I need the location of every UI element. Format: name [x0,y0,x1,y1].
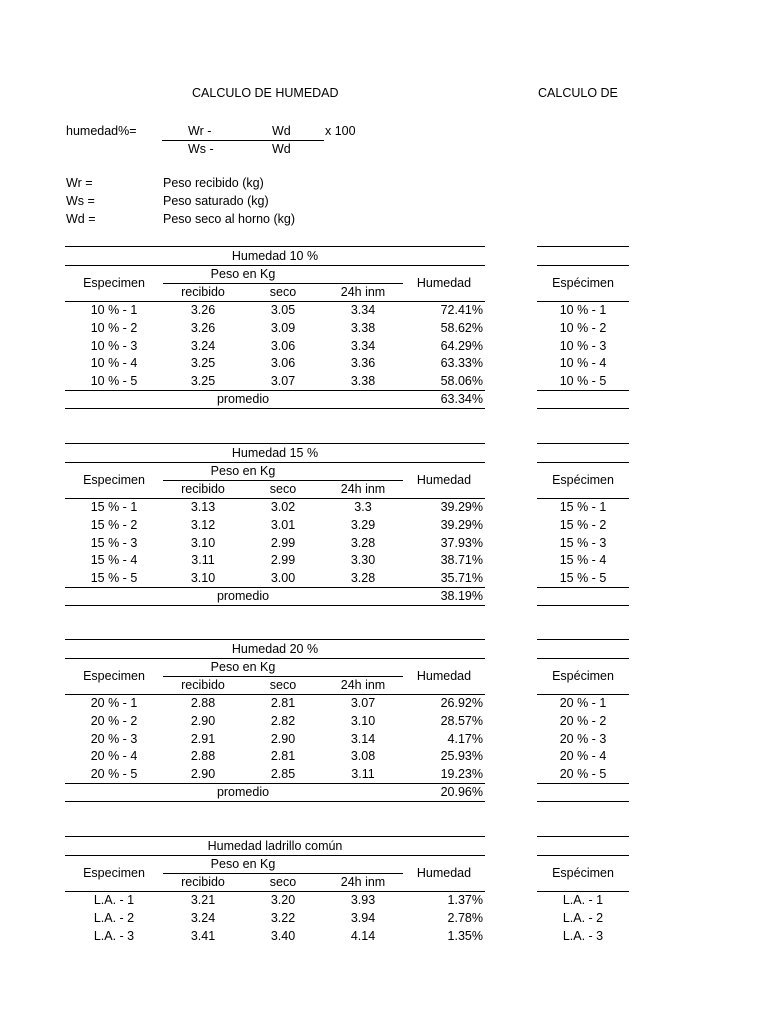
soaked-weight: 3.34 [350,339,376,353]
soaked-weight: 3.34 [350,303,376,317]
received-weight: 2.88 [190,749,216,763]
soaked-weight: 3.36 [350,356,376,370]
specimen-id: 15 % - 2 [559,518,607,532]
specimen-id: 20 % - 5 [559,767,607,781]
column-header-soaked: 24h inm [340,285,386,299]
table-rule [65,443,485,444]
table-rule [537,694,629,695]
received-weight: 2.88 [190,696,216,710]
dry-weight: 3.20 [270,893,296,907]
average-label: promedio [216,589,270,603]
humidity-value: 1.37% [447,893,483,907]
specimen-id: 10 % - 1 [559,303,607,317]
specimen-id: 10 % - 4 [559,356,607,370]
received-weight: 3.11 [191,553,215,567]
soaked-weight: 3.29 [350,518,376,532]
specimen-id: L.A. - 1 [93,893,135,907]
specimen-id: 10 % - 5 [559,374,607,388]
table-rule [537,783,629,784]
specimen-id: 10 % - 1 [90,303,138,317]
dry-weight: 2.82 [270,714,296,728]
received-weight: 3.24 [190,911,216,925]
table-rule [65,408,485,409]
humidity-value: 19.23% [440,767,483,781]
column-group-weight: Peso en Kg [210,267,276,281]
received-weight: 3.12 [190,518,216,532]
table-rule [65,462,485,463]
specimen-id: 15 % - 5 [90,571,138,585]
specimen-id: 20 % - 1 [559,696,607,710]
specimen-id: 10 % - 3 [90,339,138,353]
definition-meaning: Peso seco al horno (kg) [163,212,296,226]
column-header-dry: seco [269,875,297,889]
formula-denominator-b: Wd [272,142,291,156]
received-weight: 3.25 [190,374,216,388]
humidity-value: 4.17% [447,732,483,746]
table-rule [65,301,485,302]
soaked-weight: 3.3 [354,500,372,514]
soaked-weight: 3.11 [351,767,375,781]
formula-factor: x 100 [325,124,356,138]
soaked-weight: 3.08 [350,749,376,763]
specimen-id: L.A. - 2 [562,911,604,925]
table-rule [537,855,629,856]
specimen-id: 15 % - 4 [90,553,138,567]
column-header-soaked: 24h inm [340,482,386,496]
formula-numerator-a: Wr - [188,124,212,138]
table-rule [537,443,629,444]
received-weight: 3.24 [190,339,216,353]
soaked-weight: 4.14 [350,929,376,943]
page-title-right: CALCULO DE [538,86,618,100]
table-rule [537,265,629,266]
specimen-id: 20 % - 2 [559,714,607,728]
table-rule [537,462,629,463]
table-rule [65,246,485,247]
soaked-weight: 3.38 [350,321,376,335]
column-header-specimen-right: Espécimen [552,276,614,290]
average-label: promedio [216,785,270,799]
table-rule [537,390,629,391]
table-rule [65,783,485,784]
dry-weight: 2.81 [270,749,296,763]
table-rule [537,408,629,409]
soaked-weight: 3.10 [350,714,376,728]
specimen-id: 10 % - 2 [559,321,607,335]
table-rule [537,801,629,802]
table-rule [65,498,485,499]
dry-weight: 2.85 [270,767,296,781]
humidity-value: 1.35% [447,929,483,943]
column-header-specimen: Especimen [83,276,145,290]
humidity-value: 39.29% [440,500,483,514]
column-header-received: recibido [181,875,225,889]
specimen-id: L.A. - 2 [93,911,135,925]
column-header-received: recibido [181,285,225,299]
dry-weight: 3.40 [270,929,296,943]
specimen-id: 15 % - 3 [559,536,607,550]
table-title: Humedad 10 % [231,249,319,263]
formula-fraction-bar [162,140,324,141]
average-label: promedio [216,392,270,406]
column-header-humidity: Humedad [416,669,472,683]
average-value: 20.96% [440,785,483,799]
table-rule [65,605,485,606]
dry-weight: 2.99 [270,553,296,567]
column-header-specimen-right: Espécimen [552,473,614,487]
humidity-value: 2.78% [447,911,483,925]
specimen-id: 20 % - 3 [559,732,607,746]
column-header-soaked: 24h inm [340,678,386,692]
soaked-weight: 3.94 [350,911,376,925]
table-rule [537,639,629,640]
humidity-value: 39.29% [440,518,483,532]
column-header-dry: seco [269,482,297,496]
specimen-id: 10 % - 3 [559,339,607,353]
received-weight: 3.26 [190,321,216,335]
table-rule [65,639,485,640]
received-weight: 3.10 [190,536,216,550]
table-rule [537,498,629,499]
soaked-weight: 3.30 [350,553,376,567]
received-weight: 2.90 [190,714,216,728]
definition-meaning: Peso recibido (kg) [163,176,264,190]
received-weight: 2.90 [190,767,216,781]
table-rule [537,587,629,588]
definition-symbol: Ws = [66,194,95,208]
specimen-id: 15 % - 1 [559,500,607,514]
table-rule [537,605,629,606]
table-title: Humedad 20 % [231,642,319,656]
specimen-id: 20 % - 1 [90,696,138,710]
humidity-value: 58.06% [440,374,483,388]
specimen-id: 20 % - 4 [90,749,138,763]
definition-meaning: Peso saturado (kg) [163,194,269,208]
dry-weight: 2.81 [270,696,296,710]
soaked-weight: 3.07 [350,696,376,710]
specimen-id: L.A. - 3 [562,929,604,943]
formula-label: humedad%= [66,124,137,138]
dry-weight: 3.01 [270,518,296,532]
dry-weight: 3.06 [270,356,296,370]
specimen-id: L.A. - 1 [562,893,604,907]
humidity-value: 72.41% [440,303,483,317]
received-weight: 3.13 [190,500,216,514]
column-header-humidity: Humedad [416,866,472,880]
specimen-id: 10 % - 2 [90,321,138,335]
humidity-value: 64.29% [440,339,483,353]
soaked-weight: 3.28 [350,571,376,585]
column-header-specimen: Especimen [83,866,145,880]
table-rule [65,694,485,695]
column-group-weight: Peso en Kg [210,857,276,871]
specimen-id: 15 % - 3 [90,536,138,550]
received-weight: 3.21 [190,893,216,907]
page-title: CALCULO DE HUMEDAD [192,86,339,100]
dry-weight: 3.07 [270,374,296,388]
average-value: 38.19% [440,589,483,603]
table-rule [163,676,403,677]
table-rule [163,480,403,481]
column-group-weight: Peso en Kg [210,464,276,478]
table-rule [537,836,629,837]
humidity-value: 28.57% [440,714,483,728]
table-rule [65,390,485,391]
table-rule [163,873,403,874]
humidity-value: 38.71% [440,553,483,567]
column-header-dry: seco [269,285,297,299]
definition-symbol: Wd = [66,212,96,226]
average-value: 63.34% [440,392,483,406]
dry-weight: 3.22 [270,911,296,925]
dry-weight: 2.90 [270,732,296,746]
specimen-id: 15 % - 5 [559,571,607,585]
table-rule [65,658,485,659]
column-header-specimen-right: Espécimen [552,669,614,683]
specimen-id: 20 % - 2 [90,714,138,728]
dry-weight: 2.99 [270,536,296,550]
dry-weight: 3.05 [270,303,296,317]
table-rule [163,283,403,284]
table-rule [65,836,485,837]
column-header-received: recibido [181,482,225,496]
specimen-id: 20 % - 4 [559,749,607,763]
humidity-value: 63.33% [440,356,483,370]
column-header-humidity: Humedad [416,473,472,487]
humidity-value: 58.62% [440,321,483,335]
table-rule [537,658,629,659]
column-header-specimen: Especimen [83,473,145,487]
humidity-value: 26.92% [440,696,483,710]
specimen-id: 20 % - 5 [90,767,138,781]
specimen-id: 15 % - 2 [90,518,138,532]
table-rule [65,265,485,266]
dry-weight: 3.06 [270,339,296,353]
table-rule [537,301,629,302]
column-header-dry: seco [269,678,297,692]
dry-weight: 3.00 [270,571,296,585]
table-title: Humedad 15 % [231,446,319,460]
specimen-id: 10 % - 5 [90,374,138,388]
column-group-weight: Peso en Kg [210,660,276,674]
table-rule [537,891,629,892]
soaked-weight: 3.14 [350,732,376,746]
specimen-id: L.A. - 3 [93,929,135,943]
column-header-humidity: Humedad [416,276,472,290]
received-weight: 3.26 [190,303,216,317]
specimen-id: 10 % - 4 [90,356,138,370]
column-header-received: recibido [181,678,225,692]
table-rule [537,246,629,247]
specimen-id: 15 % - 4 [559,553,607,567]
soaked-weight: 3.38 [350,374,376,388]
table-rule [65,587,485,588]
dry-weight: 3.02 [270,500,296,514]
soaked-weight: 3.93 [350,893,376,907]
received-weight: 2.91 [190,732,216,746]
received-weight: 3.10 [190,571,216,585]
humidity-value: 25.93% [440,749,483,763]
column-header-specimen-right: Espécimen [552,866,614,880]
humidity-value: 37.93% [440,536,483,550]
humidity-value: 35.71% [440,571,483,585]
definition-symbol: Wr = [66,176,93,190]
table-title: Humedad ladrillo común [207,839,343,853]
table-rule [65,891,485,892]
column-header-soaked: 24h inm [340,875,386,889]
soaked-weight: 3.28 [350,536,376,550]
received-weight: 3.25 [190,356,216,370]
table-rule [65,855,485,856]
column-header-specimen: Especimen [83,669,145,683]
dry-weight: 3.09 [270,321,296,335]
table-rule [65,801,485,802]
specimen-id: 15 % - 1 [90,500,138,514]
formula-numerator-b: Wd [272,124,291,138]
received-weight: 3.41 [190,929,216,943]
specimen-id: 20 % - 3 [90,732,138,746]
formula-denominator-a: Ws - [188,142,214,156]
